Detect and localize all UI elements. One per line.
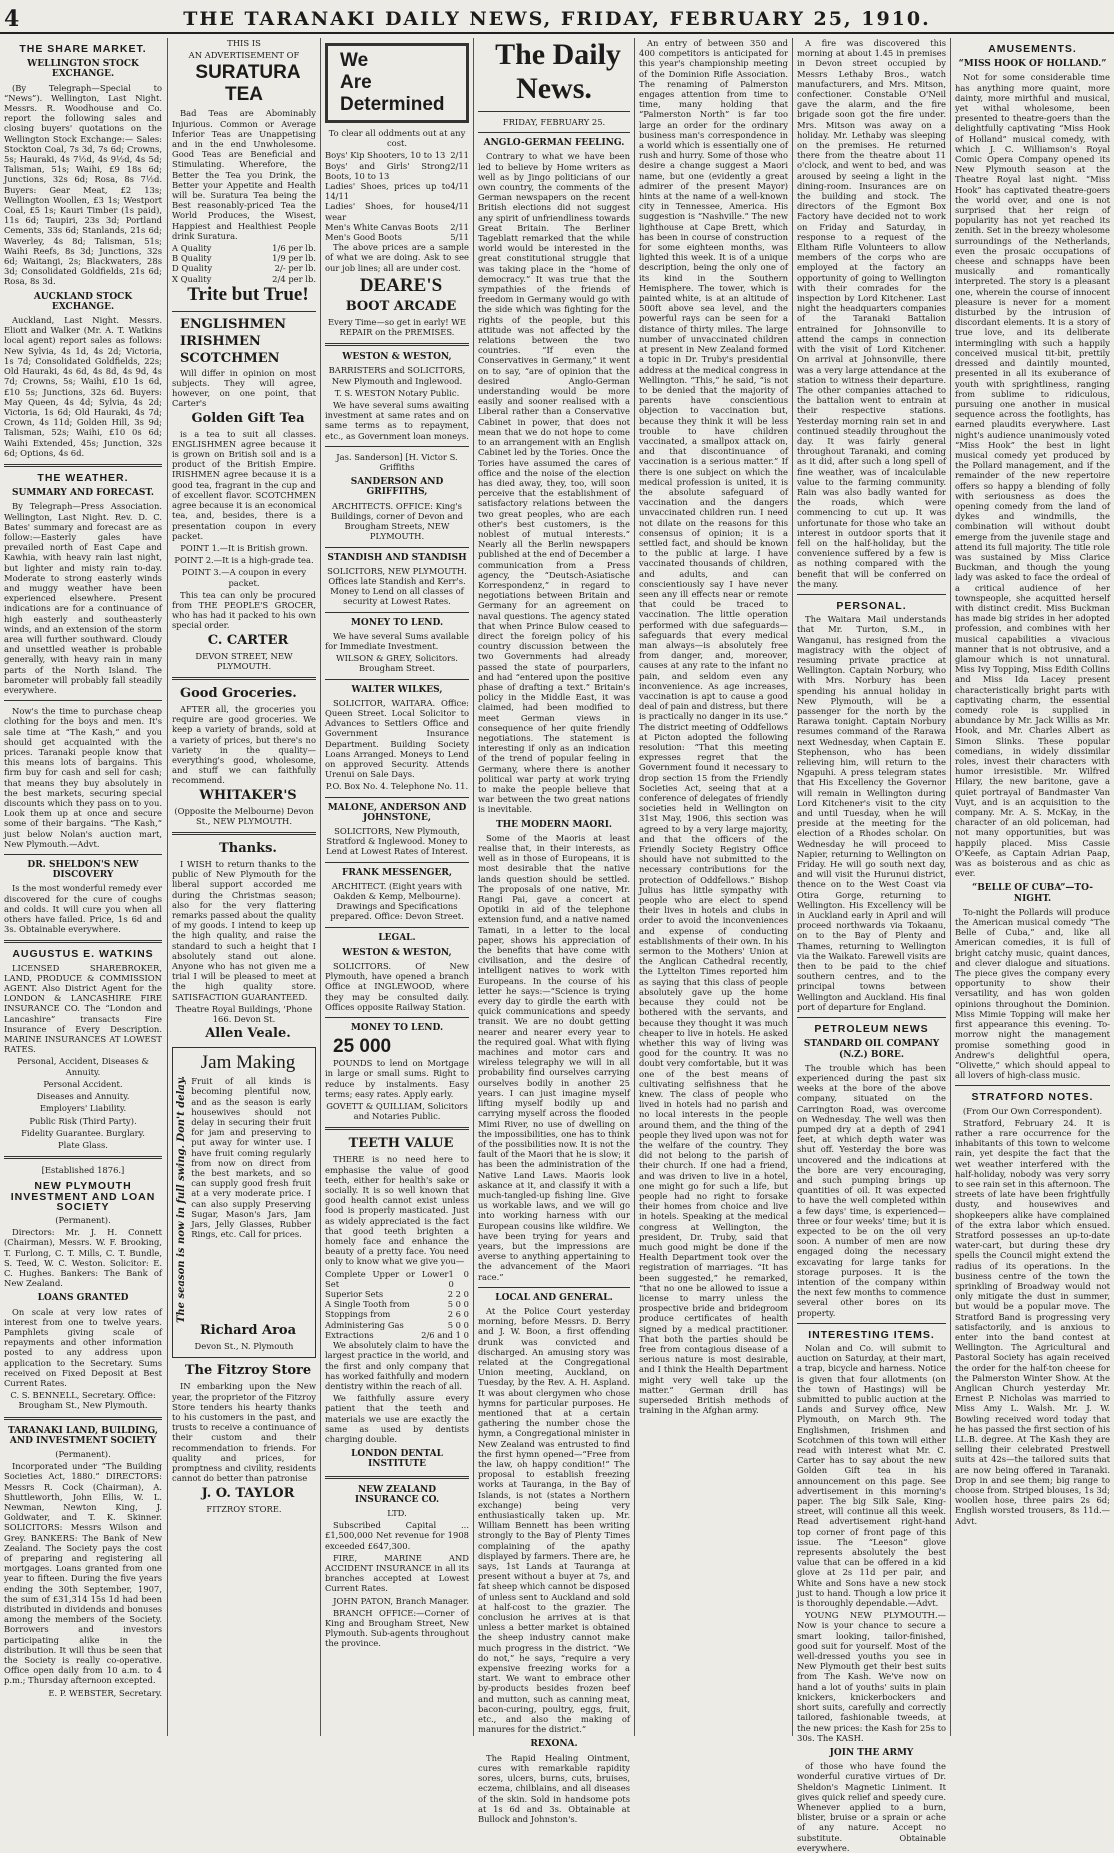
divider — [325, 612, 469, 613]
article-heading: THE MODERN MAORI. — [495, 819, 613, 830]
divider — [4, 854, 162, 855]
divider — [325, 679, 469, 680]
jam-vertical-text: The season is now in full swing. Don't delay. — [176, 1076, 187, 1324]
price-row: X Quality 2/4 per lb. — [172, 273, 316, 284]
ad-address: Devon St., N. Plymouth — [194, 1341, 294, 1352]
aroa-name: Richard Aroa — [199, 1323, 297, 1339]
ad-text: SOLICITOR, WAITARA. Office: Queen Street. Local Solicitor to Advances to Settlers Office and Government Insurance Department. Building Society Loans Arranged. Moneys to Lend on approved Security. Attends Urenui on Sale Days. — [325, 697, 469, 780]
article-text: Contrary to what we have been led to believe by Home writers as well as by Jingo politicians of our own country, the comments of the German newspapers on the recent British elections did not suggest any spirit of unfriendliness towards Great Britain. The Berliner Tageblatt remarked that the while world would be interested in the great constitutional struggle that was taking place in the “home of democracy.” It was true that the sympathies of the friends of freedom in Germany would go with the side which was fighting for the rights of the people, but this attitude was not affected by the relations between the two countries. “If even the Conservatives in Germany,” it went on to say, “are of opinion that the desired Anglo-German understanding would be more easily and sooner realised with a Liberal rather than a Conservative Cabinet in power, that does not mean that we do not hope to come to an arrangement with an English Cabinet led by the Tories. Once the Tories have assumed the cares of office and the noise of the election has died away, they, too, will soon perceive that the establishment of satisfactory relations between the two great peoples, who are each other's best customers, is the noblest of mutual interests.” Nearly all the Berlin newspapers published at the end of December a communication from a Press agency, the “Deutsch-Asiatische Korrespondenz,” in regard to negotiations between Britain and Germany for an agreement on naval questions. The agency stated that when Prince Bulow ceased to direct the foreign policy of his country discussion between the two Governments had already passed the state of pourparlers, and had “entered upon the positive phase of drafting a text.” Britain's policy in the Middle East, it was claimed, had been modified to meet German views in consequence of her quite friendly negotiations. The statement is interesting if only as an indication of the trend of popular feeling in Germany, where there is another political war party at work trying to make the people believe that war between the two great nations is inevitable. — [478, 151, 630, 815]
article-heading: ANGLO-GERMAN FEELING. — [483, 138, 625, 149]
established-note: [Established 1876.] — [41, 1165, 125, 1176]
price-row: Boys' and Girls' Strong Boots, 10 to 13 2/11 — [325, 160, 469, 181]
article-text: A fire was discovered this morning at about 1.45 in premises in Devon street occupied by Messrs Lethaby Bros., watch manufacturers, and Mrs. Mitson, confectioner. Constable O'Neil gave the alarm, and the fire brigade soon got the fire under. Mrs. Mitson was away on a holiday. Mr. Lethaby was sleeping on the premises. He returned there from the theatre about 11 o'clock, and went to bed, and was aroused by seeing a light in the dining-room. Insurances are on the building and stock. The directors of the Egmont Box Factory have decided not to work on Friday and Saturday, in response to a request of the Eltham Rifle Volunteers to allow members of the corps who are employed at the factory an opportunity of going to Wellington with their comrades for the inspection by Lord Kitchener. Last night the headquarters companies of the Taranaki Battalion entrained for Johnsonville to attend the camps in connection with the visit of Lord Kitchener. On arrival at Johnsonville, there was a very large attendance at the station to witness their departure. The other companies attached to the battalion went to entrain at their respective stations. Yesterday morning rain set in and continued steadily throughout the day. It was fairly general throughout Taranaki, and coming as it did, after such a long spell of fine weather, was of incalculable value to the farming community. Rain was also badly wanted for the roads, which were commencing to cut up. It was unfortunate for those who take an interest in outdoor sports that it fell on the half-holiday, but the convenience suffered by a few is as nothing compared with the benefit that will be conferred on the many. — [797, 38, 946, 589]
ad-heading: DR. SHELDON'S NEW DISCOVERY — [27, 860, 139, 881]
article-text: The Waitara Mail understands that Mr. Turton, S.M., in Wanganui, has resigned from the magistracy with the object of resuming private practice at Wellington. Captain Norbury, who with Mrs. Norbury has been spending his annual holiday in New Plymouth, will be a passenger for the north by the Rarawa tonight. Captain Norbury resumes command of the Rarawa next Wednesday, when Captain E. Stephenson, who has been relieving him, will return to the Ngapuhi. A press telegram states that His Excellency the Governor will remain in Wellington during Lord Kitchener's visit to the city and until Tuesday, when he will preside at the meeting for the election of a Rhodes scholar. On Wednesday he will proceed to Napier, returning to Wellington on Friday. He will go south next day, and will visit the Hurunui district, thence on to the West Coast via Otira Gorge, returning to Wellington. His Excellency will be in Auckland early in April and will proceed northwards via Tokaanu, on to the Bay of Plenty and Thames, returning to Wellington via the Waikato. Farewell visits are then to be paid to the chief southern centres, and to the principal towns between Wellington and Auckland. His final port of departure for England. — [797, 614, 946, 1012]
subheading: STANDARD OIL COMPANY (N.Z.) BORE. — [803, 1039, 940, 1060]
deares-sub: BOOT ARCADE — [345, 298, 457, 314]
ad-text: LICENSED SHAREBROKER, LAND, PRODUCE & COMMISSION AGENT. Also District Agent for the LONDON & LANCASHIRE FIRE INSURANCE CO. The “London and Lancashire” transacts Fire Insurance of Every Description. MARINE INSURANCES AT LOWEST RATES. — [4, 962, 162, 1055]
ad-text: We have several sums awaiting investment at same rates and on same terms as to repayment, etc., as Government loan moneys. — [325, 400, 469, 441]
firm-name: WESTON & WESTON, — [342, 947, 452, 958]
ad-text: To clear all oddments out at any cost. — [328, 128, 466, 149]
article-text: To-night the Pollards will produce the American musical comedy “The Belle of Cuba,” and, like all American comedies, it is full of bright catchy music, quaint dances, and clever dialogue and situations. The piece gives the company every opportunity to show their versatility, and has won golden opinions throughout the Dominion. Miss Mimie Topping will make her first appearance this evening. To-morrow night the management promise something good in Andrew's delightful opera, “Olivette,” which should appeal to all lovers of high-class music. — [955, 906, 1110, 1081]
ad-text: Fruit of all kinds is becoming plentiful now, and as the season is early housewives should not delay in securing their fruit for jam and preserving to put away for winter use. I have fruit coming regularly from now on direct from the best markets, and so can supply good fresh fruit at a very moderate price. I can also supply Preserving Sugar, Mason's Jars, Jam Jars, Jelly Glasses, Rubber Rings, etc. Call for prices. — [191, 1076, 311, 1240]
ad-signature: WILSON & GREY, Solicitors. Brougham Street. — [336, 653, 458, 674]
ad-line: Employers' Liability. — [39, 1103, 127, 1114]
ad-text: We faithfully assure every patient that the teeth and materials we use are exactly the same as used by dentists charging double. — [325, 1393, 469, 1444]
ad-text: I WISH to return thanks to the public of New Plymouth for the liberal support accorded me during the Christmas season; also for the very flattering remarks passed about the quality of my goods. I intend to keep up the high quality, and raise the standard to such a height that I absolutely stand out alone. Anyone who has not given me a trial I will be pleased to meet at the high quality store. SATISFACTION GUARANTEED. — [172, 858, 316, 1002]
divider — [325, 343, 469, 346]
column-tea-ads — [172, 38, 316, 1736]
ad-address: (Opposite the Melbourne) Devon St., NEW PLYMOUTH. — [174, 805, 314, 826]
ad-text: POUNDS to lend on Mortgage in large or small sums. Right to reduce by instalments. Easy terms; easy rates. Apply early. — [325, 1058, 469, 1099]
jam-heading: Jam Making — [200, 1052, 296, 1074]
ad-signature: E. P. WEBSTER, Secretary. — [48, 1687, 162, 1698]
ad-signature: JOHN PATON, Branch Manager. — [333, 1595, 469, 1606]
ad-text: FIRE, MARINE AND ACCIDENT INSURANCE in all its branches accepted at Lowest Current Rates. — [325, 1552, 469, 1594]
firm-name: FRANK MESSENGER, — [342, 867, 452, 878]
ad-text: Directors: Mr. J. H. Connett (Chairman), Messrs. W. F. Brooking, T. Furlong, C. T. Mills, C. T. Bundle, S. Teed, W. C. Weston. Solicitor: E. C. Hughes. Bankers: The Bank of New Zealand. — [4, 1227, 162, 1289]
determined-heading: Determined — [340, 94, 445, 115]
teeth-heading: TEETH VALUE — [348, 1136, 454, 1152]
ad-text: Will differ in opinion on most subjects. They will agree, however, on one point, that Carter's — [172, 367, 316, 409]
ad-text: We have several Sums available for Immediate Investment. — [325, 630, 469, 651]
nation-heading: IRISHMEN — [180, 333, 261, 349]
deares-name: DEARE'S — [359, 274, 443, 296]
institute-name: LONDON DENTAL INSTITUTE — [351, 1449, 443, 1470]
newspaper-title: THE TARANAKI DAILY NEWS, FRIDAY, FEBRUARY 25, 1910. — [183, 8, 931, 30]
ad-text: The above prices are a sample of what we are doing. Ask to see our job lines; all are under cost. — [325, 242, 469, 273]
price-row: Men's White Canvas Boots 2/11 — [325, 221, 469, 232]
ad-text: SOLICITORS, New Plymouth, Stratford & Inglewood. Money to Lend at Lowest Rates of Interest. — [326, 825, 468, 857]
ad-intro: AN ADVERTISEMENT OF — [188, 50, 300, 61]
divider — [325, 1017, 469, 1018]
price-row: Ladies' Shoes, for house wear 4/11 — [325, 201, 469, 222]
article-text: Now's the time to purchase cheap clothing for the boys and men. It's sale time at “The Kash,” and you should get acquainted with the prices. Taranaki people know that this means lots of bargains. This firm buy for cash and sell for cash; that means they buy absolutely in the best markets, securing special discounts which they pass on to you. Look them up at once and secure some of their bargains. “The Kash,” just below Nolan's auction mart, New Plymouth.—Advt. — [4, 706, 162, 849]
are-heading: Are — [340, 72, 372, 93]
firm-name: STANDISH AND STANDISH — [327, 552, 467, 563]
article-text: Stratford, February 24. It is rather a rare occurrence for the inhabitants of this town to welcome rain, yet despite the fact that the wet weather interfered with the half-holiday, nobody was very sorry to see rain set in this afternoon. The streets of late have been frightfully dusty, and housewives and shopkeepers alike have complained of the extra labor which ensued. Stratford possesses an up-to-date water-cart, but during these dry spells the Council might extend the radius of its operations. In the business centre of the town the sprinkling of Broadway would not only mitigate the dust in summer, but would be a popular move. The Stratford Band is progressing very satisfactorily, and is anxious to enter into the band contest at Wellington. The Agricultural and Pastoral Society has again received the order for the half-ton cheese for the Palmerston Winter Show. At the Anglican Church yesterday Mr. Ernest P. Nicholas was married to Miss Amy L. Walsh. Mr. J. W. Bowling received word today that he has passed the first section of his LL.B. degree. At The Kash they are selling their celebrated Prestwell suits at 42s—the tailored suits that are now being offered in Taranaki. Drop in and see them; big range to choose from. Striped blouses, 1s 3d; woollen hose, three pairs 2s 6d; English worsted trousers, 8s 11d.—Advt. — [955, 1117, 1110, 1526]
price-row: Boys' Kip Shooters, 10 to 13 2/11 — [325, 150, 469, 161]
price-row: Ladies' Shoes, prices up to 14/11 4/11 — [325, 181, 469, 202]
firm-name: WESTON & WESTON, — [342, 352, 452, 363]
subheading: “MISS HOOK OF HOLLAND.” — [958, 59, 1107, 70]
divider — [172, 677, 316, 680]
column-share-market — [4, 38, 162, 1736]
money-amount: 25 000 — [333, 1036, 392, 1058]
article-text: YOUNG NEW PLYMOUTH.—Now is your chance to secure a smart looking, tailor-finished, good suit for yourself. Most of the well-dressed youths you see in New Plymouth get their best suits from The Kash. We've now on hand a lot of youths' suits in plain knickers, knickerbockers and short suits, carefully and correctly tailored, fashionable tweeds, at the new prices: the Kash for 25s to 30s. The KASH. — [797, 1610, 946, 1743]
ad-heading: LOANS GRANTED — [37, 1293, 129, 1304]
article-text: (By Telegraph—Special to “News”). Wellington, Last Night. Messrs. R. Woodhouse and Co. report the following sales and closing buyers' quotations on the Wellington Stock Exchange:— Sales: Stockton Coal, 7s 3d, 7s 6d; Crowns, 5s; Hauraki, 4s 7½d, 4s 9½d, 4s 5d; Talisman, 51s; Waihi, £9 18s 6d; Junctions, 32s 6d; Rosa, 8s 7½d. Buyers: Gear Meat, £2 13s; Wellington Woollen, £3 1s; Westport Coal, £5 1s; Kauri Timber (1s paid), 11s 6d; Taupiri, 23s 3d; Portland Cements, 33s 6d; Stanlands, 21s 6d; Waverley, 4s 8d; Talisman, 51s; Waihi Reefs, 8s 3d; Junctions, 32s 6d; Waitangi, 2s; Blackwaters, 28s 3d; Consolidated Goldfields, 21s 6d; Rosa, 8s 3d. — [4, 82, 162, 287]
jam-making-ad — [172, 1047, 316, 1358]
column-professional-ads — [325, 38, 469, 1736]
ad-signature: GOVETT & QUILLIAM, Solicitors and Notaries Public. — [326, 1101, 468, 1122]
divider — [325, 862, 469, 863]
article-text: The trouble which has been experienced during the past six weeks at the bore of the above company, situated on the Carrington Road, was overcome on Wednesday. The well was then pumped dry at a depth of 2941 feet, at which depth water was shut off. Yesterday the bore was uncovered and the indications at the bore are very encouraging, and such pumping brings up quantities of oil. It was expected to have the well completed within a few days' time, is experienced—three or four weeks' time; but it is expected to be on the oil very soon. A number of men are now engaged doing the necessary excavating for large tanks for storage purposes. It is the intention of the company within the next few months to commence several other bores on its property. — [797, 1062, 946, 1318]
ad-text: Bad Teas are Abominably Injurious. Common or Average Inferior Teas are Unappetising and in the end Unwholesome. Good Teas are Beneficial and Stimulating. Wherefore, the Better the Tea you Drink, the Better your Appetite and Health will be. Suratura Tea being the Best reasonably-priced Tea the World Produces, the Wisest, Happiest and Healthiest People drink Suratura. — [172, 108, 316, 241]
ad-text: We absolutely claim to have the largest practice in the world, and the first and only company that has worked faithfully and modern dentistry within the reach of all. — [325, 1340, 469, 1391]
article-text: By Telegraph—Press Association. Wellington, Last Night. Rev. D. C. Bates' summary and forecast are as follow:—Easterly gales have prevailed north of East Cape and Kawhia, with heavy rain last night, but lighter and misty rain to-day. Moderate to strong easterly winds and muggy weather have been experienced elsewhere. Present indications are for a continuance of high easterly and southeasterly winds, and an extension of the storm area will further southward. Cloudy and unsettled weather is probable generally, with heavy rain in many parts of the North Island. The barometer will probably fall steadily everywhere. — [4, 501, 162, 695]
firm-name: MALONE, ANDERSON AND JOHNSTONE, — [327, 802, 467, 823]
editorial-date: FRIDAY, FEBRUARY 25. — [502, 117, 606, 127]
page-number: 4 — [4, 6, 20, 32]
article-text: An entry of between 350 and 400 competitors is anticipated for this year's championship meeting of the Dominion Rifle Association. The renaming of Palmerston engages attention from time to time, many holding that “Palmerston North” is far too large an order for the ordinary business man's correspondence in a world which is essentially one of rush and hurry. Some of those who desire a change suggest a Maori name, but one (evidently a great admirer of the present Mayor) hints at the name of a well-known city in Tennessee, America. His suggestion is “Nashville.” The new lighthouse at Cape Brett, which has been in course of construction for some eighteen months, was lighted this week. It is of a unique description, being the only one of its kind in the Southern Hemisphere. The tower, which is painted white, is at an altitude of 500ft above sea level, and the powerful rays can be seen for a distance of thirty miles. The large number of unvaccinated children at present in New Zealand formed a topic in Dr. Truby's presidential address at the medical congress in Wellington. “This,” he said, “is not to be denied that the majority of parents have conscientious objection to vaccination but, because they think it will be less trouble to have children vaccinated, a smallpox attack on, and that discontinuance of vaccination is a serious matter.” If there is one subject on which the medical profession is united, it is the absolute safeguard of vaccination and the dangers unvaccinated children run. I need not dilate on the reasons for this consensus of opinion; it is a settled fact, and should be known to the public at large. I have vaccinated thousands of children, and adults, and can conscientiously say I have never seen any ill effects near or remote that could be traced to vaccination. The little operation performed with due safeguards—safeguards that every medical man always—is absolutely free from danger, and, moreover, causes at any rate to the infant no pain, and seldom even any inconvenience. As age increases, vaccination is apt to cause a good deal of pain and distress, but there is practically no danger in its use.” The district meeting of Oddfellows at Picton adopted the following resolution: “That this meeting expresses regret that the Government found it necessary to drop section 15 from the Friendly Societies Act, seeing that at a conference of delegates of friendly societies held in Wellington on 31st May, 1906, this section was agreed to by a very large majority, and that the officers of the Friendly Society Registry Office should have not submitted to the necessary contributions for the protection of Oddfellows.” Bishop Julius has little sympathy with people who are elect to spend their lives in hotels and clubs in order to avoid the inconveniences and expense of conducting establishments of their own. In his sermon to the Mothers' Union at the Anglican Cathedral recently, the Lyttelton Times reported him as saying that this class of people absolutely gave up the home because they could not be bothered with the servants, and because they thought it was much cheaper to live in hotels. He asked whether this way of living was good for the country. It was no doubt very comfortable, but it was one of the best means of cultivating selfishness that he knew. The class of people who lived in hotels had no parish and no local interests in the people around them, and the thing of the people they lived upon was not for the welfare of the country. They did not belong to the parish of their church. If one had a friend, and was driven to live in a hotel, one might go for such a life, but people had no right to forsake their homes from choice and live in hotels. Speaking at the medical congress at Wellington, the president, Dr. Truby, said that much good might be done if the Health Department took over the registration of marriages. “It has been suggested,” he remarked, “that no one be allowed to issue a license to marry unless the prospective bride and bridegroom produce certificates of health signed by a medical practitioner. That both the parties should be free from contagious disease of a serious nature is most desirable, and I think the Health Department might very well take up the matter.” German drill has superseded British methods of training in the Afghan army. — [639, 38, 788, 1416]
ad-text: This tea can only be procured from THE PEOPLE'S GROCER, who has had it packed to his own special order. — [172, 589, 316, 631]
ad-text: Incorporated under “The Building Societies Act, 1880.” DIRECTORS: Messrs R. Cock (Chairman), A. Shuttleworth, John Ellis, W. L. Newman, Newton King, J. Goldwater, and T. K. Skinner. SOLICITORS: Messrs Wilson and Grey. BANKERS: The Bank of New Zealand. The Society pays the cost of preparing and registering all mortgages. Loans granted from one year to fifteen. During the five years ending the 30th September, 1907, the sum of £31,314 15s 1d had been distributed in dividends and bonuses among the members of the Society. Borrowers and investors participating alike in the distribution. It will thus be seen that the Society is really co-operative. Office open daily from 10 a.m. to 4 p.m.; Thursday afternoon excepted. — [4, 1461, 162, 1686]
subheading: JOIN THE ARMY — [829, 1747, 914, 1758]
column-personal — [797, 38, 946, 1853]
price-row: Extractions 2/6 and 1 0 — [325, 1329, 469, 1340]
divider — [4, 1417, 162, 1420]
column-rule — [473, 38, 474, 1736]
subheading: “BELLE OF CUBA”—TO-NIGHT. — [972, 883, 1093, 904]
money-heading: MONEY TO LEND. — [350, 1023, 444, 1034]
section-heading: PERSONAL. — [836, 599, 907, 612]
fitzroy-heading: The Fitzroy Store — [184, 1363, 312, 1379]
ad-text: Every Time—so get in early! WE REPAIR on the PREMISES. — [328, 316, 466, 338]
ad-text: On scale at very low rates of interest from one to twelve years. Pamphlets giving scale of repayments and other information posted to any address upon application to the Secretary. Sums received on Fixed Deposit at Best Current Rates. — [4, 1306, 162, 1388]
column-rule — [320, 38, 321, 1736]
allen-veale-name: Allen Veale. — [205, 1026, 291, 1042]
firm-name: MONEY TO LEND. — [350, 617, 444, 628]
ad-sub: (Permanent). — [55, 1448, 111, 1459]
article-text: At the Police Court yesterday morning, before Messrs. D. Berry and J. W. Boon, a first offending drunk was convicted and discharged. An amusing story was related at the Congregational Union meeting, Auckland, on Tuesday, by the Rev. A. H. Aspland. It was about clergymen who chose hymns for particular purposes. He mentioned that at a certain gathering the number chose the hymn, a Congregational minister in New Zealand was entrusted to find the first hymn opened—“Free from the law, oh happy condition!” The proposal to establish freezing works at Tauranga, in the Bay of Islands, is not (states a Northern exchange) being very enthusiastically taken up. Mr. William Bennett has been writing strongly to the Bay of Plenty Times complaining of the apathy displayed by farmers. There are, he says, 1st Lands at Tauranga at present without a buyer at 7s, and fat sheep which cannot be disposed of unless sent to Auckland and sold at half-cost to the grazier. The conclusion he arrives at is that unless a better market is obtained the sheep industry cannot make much progress in the district. “We do not,” he says, “require a very expensive freezing works for a start. We want to embrace other by-products besides frozen beef and mutton, such as canning meat, bacon-curing, poultry, eggs, fruit, etc., and also the making of manures for the district.” — [478, 1305, 630, 1735]
we-heading: We — [340, 50, 369, 71]
ad-text: P.O. Box No. 4. Telephone No. 11. — [325, 781, 469, 792]
column-rule — [634, 38, 635, 1736]
ad-text: Is the most wonderful remedy ever discovered for the cure of coughs and colds. It will cure you when all others have failed. Price, 1s 6d and 3s. Obtainable everywhere. — [4, 883, 162, 935]
article-text: Nolan and Co. will submit to auction on Saturday, at their mart, a trap, bicycle and harness. Notice is given that four allotments (on the town of Hastings) will be submitted to public auction at the Lands and Survey office, New Plymouth, on March 9th. The Englishmen, Irishmen and Scotchmen of this town will either read with interest what Mr. C. Carter has to say about the new Golden Gift tea in his announcement on this page. See advertisement in this morning's paper. The big Silk Sale, King-street, will continue all this week. Read advertisement right-hand top corner of front page of this issue. The “Leeson” glove represents absolutely the best value that can be offered in a kid glove at 2s 11d per pair, and White and Sons have a new stock just to hand. Though a low price it is thoroughly dependable.—Advt. — [797, 1342, 946, 1609]
golden-gift-heading: Golden Gift Tea — [191, 410, 305, 426]
ad-line: Personal, Accident, Diseases & Annuity. — [17, 1056, 149, 1077]
ad-heading: AUGUSTUS E. WATKINS — [12, 948, 154, 961]
article-text: Auckland, Last Night. Messrs. Eliott and Walker (Mr. A. T. Watkins local agent) report sales as follows: New Sylvia, 4s 1d, 4s 2d; Victoria, 1s 7d; Consolidated Goldfields, 22s; Old Hauraki, 4s 6d, 4s 8d, 4s 9d, 4s 7d; Crowns, 5s; Waihi, £10 1s 6d, £10 5s; Junctions, 32s 6d. Buyers: May Queen, 4s 4d; Sylvia, 4s 2d; Victoria, 1s 6d; Old Hauraki, 4s 7d; Crown, 4s 11d; Golden Hill, 3s 9d; Talisman, 52s; Waihi, £10 0s 6d; Waihi Extended, 45s; Junction, 32s 6d; Options, 4s 6d. — [4, 315, 162, 458]
divider — [797, 1323, 946, 1324]
price-row: B Quality 1/9 per lb. — [172, 253, 316, 264]
nation-heading: SCOTCHMEN — [180, 350, 280, 366]
article-heading: LOCAL AND GENERAL. — [495, 1292, 613, 1303]
column-rule — [167, 38, 168, 1736]
subheading: (From Our Own Correspondent). — [962, 1105, 1103, 1116]
masthead — [0, 6, 1114, 34]
carter-name: C. CARTER — [207, 632, 289, 648]
ad-text: Jas. Sanderson] [H. Victor S. Griffiths — [336, 451, 458, 473]
ad-text: THERE is no need here to emphasise the value of good teeth, either for health's sake or socially. It is so well known that good health cannot exist unless food is properly masticated. Just as widely appreciated is the fact that good teeth brighten a homely face and enhance the beauty of a pretty face. You need only to know what we give you— — [325, 1154, 469, 1267]
ad-address: DEVON STREET, NEW PLYMOUTH. — [195, 650, 293, 671]
section-heading: AMUSEMENTS. — [988, 43, 1077, 55]
divider — [4, 464, 162, 467]
divider — [478, 111, 630, 112]
legal-heading: LEGAL. — [378, 932, 416, 943]
ad-line: Fidelity Guarantee. Burglary. — [21, 1127, 145, 1138]
ad-point: POINT 1.—It is British grown. — [180, 542, 308, 553]
subheading: AUCKLAND STOCK EXCHANGE. — [33, 291, 133, 312]
divider — [478, 132, 630, 133]
price-row: Administering Gas 5 0 0 — [325, 1319, 469, 1330]
column-rule — [792, 38, 793, 1736]
ad-line: Personal Accident. — [43, 1078, 123, 1089]
ad-signature: C. S. BENNELL, Secretary. Office: Brougham St., New Plymouth. — [10, 1390, 156, 1411]
divider — [172, 311, 316, 312]
divider — [4, 700, 162, 701]
price-row: A Single Tooth from 5 0 0 — [325, 1299, 469, 1310]
ad-text: IN embarking upon the New year, the proprietor of the Fitzroy Store tenders his hearty thanks to his customers in the past, and trusts to receive a continuance of their custom and their recommendation to friends. For quality and prices, for promptness and civility, residents cannot do better than patronise — [172, 1381, 316, 1484]
divider — [4, 940, 162, 943]
section-heading: THE SHARE MARKET. — [19, 43, 147, 55]
divider — [797, 594, 946, 595]
column-editorial — [478, 38, 630, 1824]
divider — [325, 446, 469, 447]
subheading: SUMMARY AND FORECAST. — [11, 488, 155, 499]
ad-text: BRANCH OFFICE:—Corner of King and Brougham Street, New Plymouth. Sub-agents throughout the province. — [325, 1607, 469, 1649]
ad-heading: NEW PLYMOUTH INVESTMENT AND LOAN SOCIETY — [10, 1180, 156, 1213]
section-heading: STRATFORD NOTES. — [971, 1091, 1094, 1104]
trite-heading: Trite but True! — [187, 283, 309, 305]
ad-address: FITZROY STORE. — [206, 1503, 282, 1514]
taylor-name: J. O. TAYLOR — [201, 1485, 295, 1501]
divider — [4, 1156, 162, 1159]
ad-heading: TARANAKI LAND, BUILDING, AND INVESTMENT SOCIETY — [7, 1425, 159, 1446]
ad-address: Theatre Royal Buildings, 'Phone 166. Devon St. — [175, 1003, 313, 1025]
divider — [325, 927, 469, 928]
ad-text: ARCHITECT. (Eight years with Oakden & Kemp, Melbourne). Drawings and Specifications prepared. Office: Devon Street. — [330, 880, 464, 922]
divider — [478, 1287, 630, 1288]
article-text: The Rapid Healing Ointment, cures with remarkable rapidity sores, ulcers, burns, cuts, bruises, eczema, chilblains, and all diseases of the skin. Sold in handsome pots at 1s 6d and 3s. Obtainable at Bullock and Johnston's. — [478, 1752, 630, 1824]
suratura-tea-brand: SURATURA TEA — [195, 62, 301, 106]
daily-news-nameplate: The Daily News. — [495, 38, 621, 105]
divider — [325, 547, 469, 548]
article-text: Not for some considerable time has anything more quaint, more dainty, more mirthful and musical, yet withal wholesome, been presented to theatre-goers than the delightfully captivating “Miss Hook of Holland” musical comedy, with which J. C. Williamson's Royal Comic Opera Company opened its New Plymouth season at the Theatre Royal last night. “Miss Hook” has captivated theatre-goers the world over, and one is not surprised that her reign of popularity has not yet reached its zenith. Set in the breezy wholesome surroundings of the Netherlands, even the prosaic occupations of cheese and schnapps have been musically and romantically interpreted. The story is a pleasant one, wherein the course of innocent pleasure is never for a moment disturbed by the intrusion of discordant elements. It is a story of true love, and its deliberate intermingling with such a happily conceived musical tit-bit, prettily dressed and daintily mounted, presented in all its exuberance of youth with sprightliness, ranging from sublime to ridiculous, pursuing one another in musical sequence across the footlights, has earned plaudits everywhere. Last night's audience unanimously voted “Miss Hook” the best in light musical comedy yet produced by the Pollard management, and if the remainder of the new repertoire offers so happy a blending of folly with seriousness as does the opening comedy from the land of dykes and windmills, the combination will without doubt emerge from the juvenile stage and attend its full majority. The title role was sustained by Miss Clarice Buckman, and though the young lady was asked to face the ordeal of a critical audience of her townspeople, she acquitted herself with distinct credit. Miss Buckman has made big strides in her adopted profession, and combines with her musical capabilities a vivacious manner that is not obtrusive, and a glamour which is not unnatural. Miss Ivy Topping, Miss Edith Collins and Miss Ida Lacey present characteristically bright parts with captivating charm, the essential comedy role is supplied in abundance by Mr. Jack Willis as Mr. Hook, and Mr. Charles Albert as Simon Slinks. These popular comedians, in widely dissimilar roles, invest their characters with humor irresistible. Mr. Wilfred Hilary, the new baritone, gave a quiet portrayal of Bandmaster Van Vuyt, and is an acquisition to the company. Mr. A. S. McKay, in the character of an old policeman, had not many opportunities, but was happily placed. Miss Cassie O'Keefe, as Captain Adrian Paap, was as boisterous and as chic as ever. — [955, 72, 1110, 879]
divider — [325, 1127, 469, 1130]
section-heading: PETROLEUM NEWS — [814, 1023, 929, 1036]
divider — [172, 832, 316, 835]
column-local-news — [639, 38, 788, 1736]
price-row: Complete Upper or Lower Set 1 0 0 — [325, 1268, 469, 1289]
firm-name: SANDERSON AND GRIFFITHS, — [350, 477, 444, 498]
column-amusements — [955, 38, 1110, 1736]
ad-text: is a tea to suit all classes. ENGLISHMEN agree because it is grown on British soil and is a product of the British Empire. IRISHMEN agree because it is a good tea, fragrant in the cup and of excellent flavor. SCOTCHMEN agree because it is an economical tea, and, besides, there is a presentation coupon in every packet. — [172, 428, 316, 541]
ad-text: ARCHITECTS. OFFICE: King's Buildings, corner of Devon and Brougham Streets, NEW PLYMOUTH. — [330, 500, 464, 542]
divider — [797, 1017, 946, 1018]
article-heading: REXONA. — [530, 1739, 578, 1750]
price-row: Superior Sets 2 2 0 — [325, 1289, 469, 1300]
ad-text: Subscribed Capital ... £1,500,000 Net revenue for 1908 exceeded £647,300. — [325, 1520, 469, 1551]
divider — [325, 1476, 469, 1479]
price-row: A Quality 1/6 per lb. — [172, 243, 316, 254]
ad-text: BARRISTERS and SOLICITORS, New Plymouth and Inglewood. — [328, 365, 466, 386]
divider — [325, 797, 469, 798]
divider — [955, 1085, 1110, 1086]
determined-ad — [325, 43, 469, 123]
section-heading: INTERESTING ITEMS. — [808, 1328, 935, 1341]
ad-point: POINT 3.—A coupon in every packet. — [181, 567, 307, 588]
article-text: of those who have found the wonderful curative virtues of Dr. Sheldon's Magnetic Liniment. It gives quick relief and speedy cure. Whenever applied to a burn, blister, bruise or a sprain or ache of any nature. Accept no substitute. Obtainable everywhere. — [797, 1761, 946, 1853]
ad-text: AFTER all, the groceries you require are good groceries. We keep a variety of brands, sold at a variety of prices, but there's no variety in the quality—everything's good, wholesome, and stuff we can faithfully recommend. — [172, 703, 316, 786]
thanks-heading: Thanks. — [219, 840, 277, 856]
ad-line: Plate Glass. — [58, 1139, 108, 1150]
subheading: WELLINGTON STOCK EXCHANGE. — [27, 59, 139, 80]
price-row: D Quality 2/- per lb. — [172, 263, 316, 274]
firm-name: WALTER WILKES, — [351, 684, 443, 695]
good-groceries-heading: Good Groceries. — [180, 685, 297, 701]
ad-text: T. S. WESTON Notary Public. — [334, 387, 460, 398]
ad-line: Public Risk (Third Party). — [29, 1115, 137, 1126]
ad-sub: (Permanent). — [55, 1214, 111, 1225]
nation-heading: ENGLISHMEN — [180, 316, 286, 332]
section-heading: THE WEATHER. — [37, 471, 129, 484]
article-text: Some of the Maoris at least realise that, in their interests, as well as in those of Europeans, it is most desirable that the native lands question should be settled. The proposals of one native, Mr. Rangi Pai, gave a concert at Opotiki in aid of the telephone extension fund, and a native named Tamati, in a letter to the local paper, shows his appreciation of the benefits that have come with civilisation, and the desire of intelligent natives to work with Europeans. In the course of his letter he says:—“Science is trying every day to girdle the earth with quick communications and speedy transit. We are no doubt getting nearer and nearer every year to the required goal. What with flying machines and motor cars and wireless telegraphy we will in all probability find ourselves carrying ourselves bodily in another 25 years. I can just imagine myself lifting myself bodily up and carrying myself across the flooded Mimi River, no use of dwelling on the impossibilities, one has to think of the possibilities now. It is not the fault of the Maori that he is slow; it has been the administration of the Native Land Laws. Maoris look askance at it, and classify it with a much-tangled-up fishing line. Give us workable laws, and we will go into working harness with our European cousins like wildfire. We have been trying for years and years, but the impressions are averse to anything appertaining to the advancement of the Maori race.” — [478, 832, 630, 1282]
insurance-name: NEW ZEALAND INSURANCE CO. — [354, 1484, 440, 1505]
whitakers-name: WHITAKER'S — [199, 787, 297, 803]
price-row: Stoppings from 2 6 0 — [325, 1309, 469, 1320]
column-rule — [950, 38, 951, 1736]
ad-intro: THIS IS — [227, 38, 261, 48]
price-row: Men's Good Boots 5/11 — [325, 232, 469, 243]
ad-text: SOLICITORS. Of New Plymouth, have opened a branch Office at INGLEWOOD, where they may be consulted daily. Offices opposite Railway Station. — [325, 961, 469, 1012]
ad-line: Diseases and Annuity. — [36, 1091, 130, 1102]
ad-text: SOLICITORS, NEW PLYMOUTH. Offices late Standish and Kerr's. Money to Lend on all classes of security at Lowest Rates. — [327, 565, 467, 607]
ad-point: POINT 2.—It is a high-grade tea. — [174, 555, 314, 566]
ad-sub: LTD. — [387, 1507, 407, 1518]
